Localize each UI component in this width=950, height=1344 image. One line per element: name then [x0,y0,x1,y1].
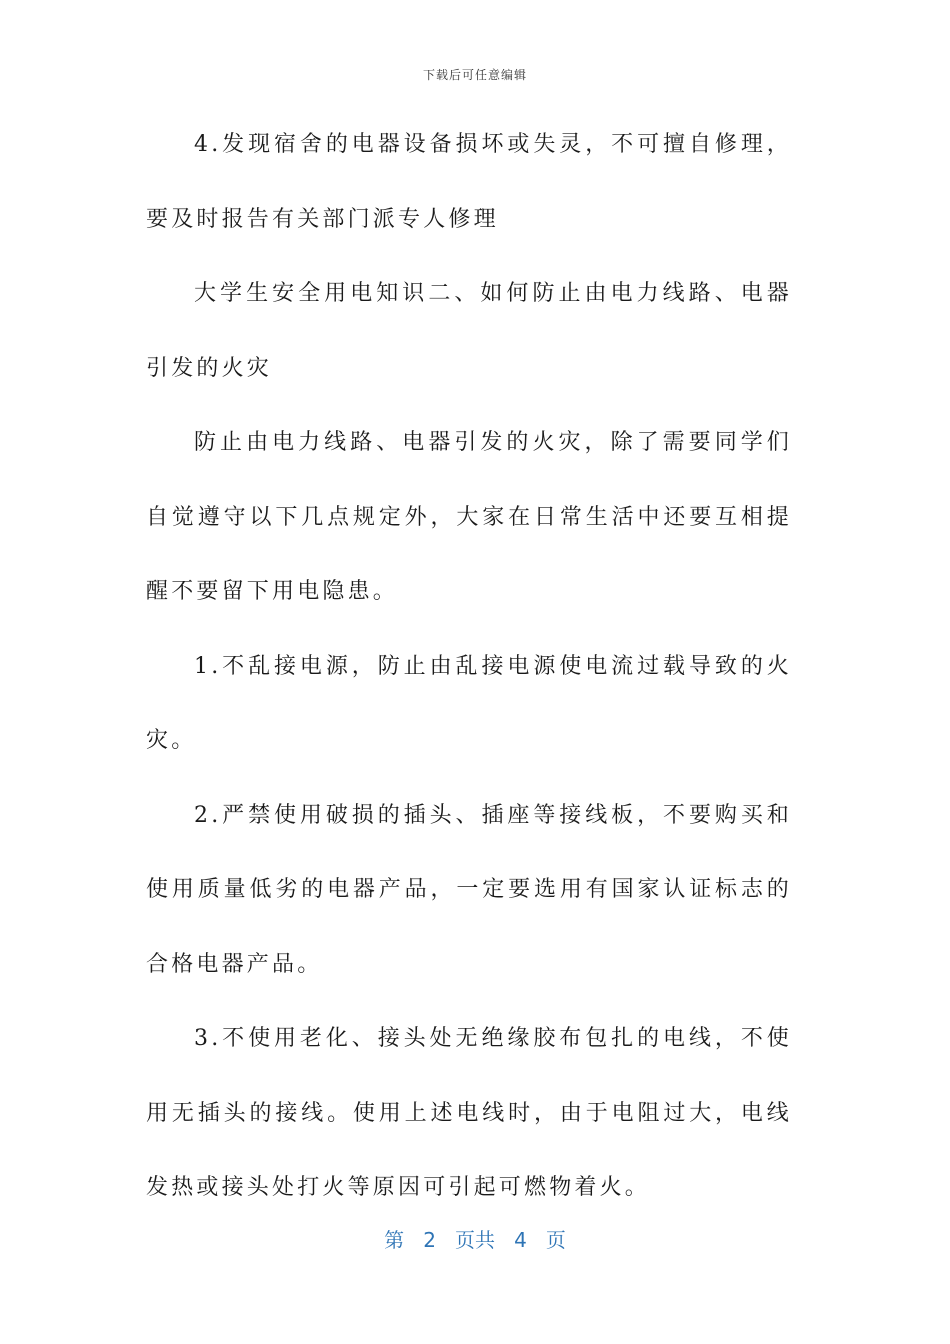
footer-total-pages: 4 [514,1228,527,1252]
footer-current-page: 2 [423,1228,436,1252]
document-body [146,108,792,1226]
footer-prefix: 第 [384,1228,405,1252]
paragraph-item-4: 4.发现宿舍的电器设备损坏或失灵，不可擅自修理，要及时报告有关部门派专人修理 [146,132,792,232]
paragraph-item-3: 3.不使用老化、接头处无绝缘胶布包扎的电线，不使用无插头的接线。使用上述电线时，由于电阻过大，电线发热或接头处打火等原因可引起可燃物着火。 [146,1026,792,1200]
footer-middle: 页共 [455,1228,495,1252]
paragraph-item-2: 2.严禁使用破损的插头、插座等接线板，不要购买和使用质量低劣的电器产品，一定要选用有国家认证标志的合格电器产品。 [146,802,792,977]
footer-suffix: 页 [545,1228,566,1252]
page-header-note: 下载后可任意编辑 [422,68,527,82]
section-heading: 大学生安全用电知识二、如何防止由电力线路、电器引发的火灾 [146,281,792,381]
paragraph-item-1: 1.不乱接电源，防止由乱接电源使电流过载导致的火灾。 [146,653,792,753]
paragraph-intro: 防止由电力线路、电器引发的火灾，除了需要同学们自觉遵守以下几点规定外，大家在日常生活中还要互相提醒不要留下用电隐患。 [146,430,792,604]
page-footer [0,1224,950,1253]
